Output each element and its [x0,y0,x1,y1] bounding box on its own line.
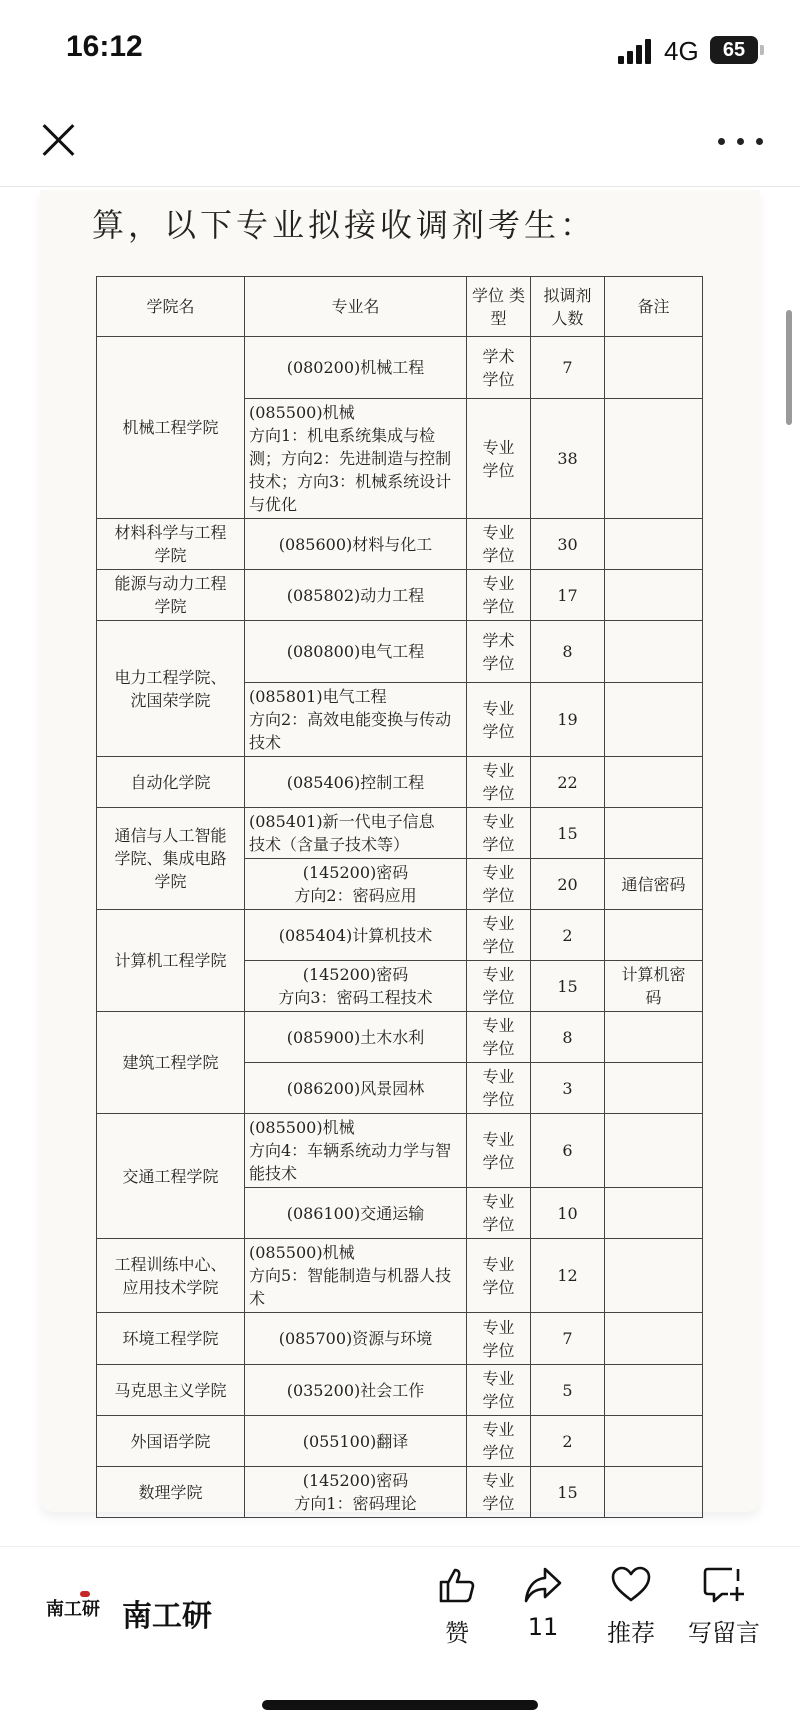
close-icon[interactable] [40,122,76,158]
table-row [97,1114,703,1188]
table-row [97,519,703,570]
table-row [97,1239,703,1313]
table-row [97,808,703,859]
cell-degree-type: 学术 学位 [467,337,531,399]
cell-degree-type: 专业 学位 [467,570,531,621]
cell-major: (145200)密码 方向3：密码工程技术 [245,961,467,1012]
cell-major: (085900)土木水利 [245,1012,467,1063]
cell-degree-type: 专业 学位 [467,1114,531,1188]
cell-note [605,570,703,621]
cell-note [605,910,703,961]
article-image [40,190,760,1512]
cell-count: 19 [531,683,605,757]
cell-college: 电力工程学院、 沈国荣学院 [97,621,245,757]
cell-college: 材料科学与工程 学院 [97,519,245,570]
cell-major: (145200)密码 方向1：密码理论 [245,1467,467,1518]
article-intro-text: 算，以下专业拟接收调剂考生： [92,206,597,244]
cell-count: 30 [531,519,605,570]
cell-college: 建筑工程学院 [97,1012,245,1114]
table-row [97,910,703,961]
cell-degree-type: 专业 学位 [467,1239,531,1313]
cell-count: 8 [531,621,605,683]
cell-college: 能源与动力工程 学院 [97,570,245,621]
cell-major: (085600)材料与化工 [245,519,467,570]
cell-college: 环境工程学院 [97,1313,245,1365]
table-row [97,1012,703,1063]
share-arrow-icon [523,1565,563,1605]
cell-degree-type: 专业 学位 [467,808,531,859]
cell-major: (085801)电气工程 方向2：高效电能变换与传动技术 [245,683,467,757]
cell-note [605,1467,703,1518]
status-time: 16:12 [66,30,143,63]
scrollbar[interactable] [786,310,792,425]
cell-note [605,1012,703,1063]
battery-icon: 65 [710,36,758,64]
cell-college: 机械工程学院 [97,337,245,519]
cell-college: 外国语学院 [97,1416,245,1467]
cell-count: 17 [531,570,605,621]
table-row [97,1467,703,1518]
cell-count: 2 [531,910,605,961]
header-major: 专业名 [245,277,467,337]
cell-college: 数理学院 [97,1467,245,1518]
cell-college: 工程训练中心、 应用技术学院 [97,1239,245,1313]
cell-count: 20 [531,859,605,910]
logo-mark [80,1591,90,1597]
header-college: 学院名 [97,277,245,337]
cell-count: 7 [531,1313,605,1365]
header-count: 拟调剂 人数 [531,277,605,337]
cell-major: (085500)机械 方向1：机电系统集成与检测；方向2：先进制造与控制技术；方向3：机械系统设计与优化 [245,399,467,519]
cell-degree-type: 专业 学位 [467,1063,531,1114]
cell-major: (080200)机械工程 [245,337,467,399]
table-row [97,1313,703,1365]
cell-major: (035200)社会工作 [245,1365,467,1416]
cell-note [605,808,703,859]
status-bar [0,0,800,100]
header-note: 备注 [605,277,703,337]
cell-count: 12 [531,1239,605,1313]
cell-degree-type: 专业 学位 [467,859,531,910]
cell-major: (085401)新一代电子信息 技术（含量子技术等） [245,808,467,859]
cell-degree-type: 专业 学位 [467,757,531,808]
cell-college: 交通工程学院 [97,1114,245,1239]
cell-count: 3 [531,1063,605,1114]
cell-note [605,337,703,399]
cell-note [605,683,703,757]
cell-degree-type: 专业 学位 [467,1188,531,1239]
cell-note [605,1188,703,1239]
header-degree-type: 学位 类型 [467,277,531,337]
cell-college: 通信与人工智能 学院、集成电路 学院 [97,808,245,910]
table-row [97,337,703,399]
cell-note [605,1416,703,1467]
cell-count: 10 [531,1188,605,1239]
cell-note [605,1313,703,1365]
signal-icon [618,38,654,64]
cell-count: 38 [531,399,605,519]
like-button[interactable] [415,1565,499,1648]
cell-degree-type: 学术 学位 [467,621,531,683]
cell-degree-type: 专业 学位 [467,961,531,1012]
cell-count: 8 [531,1012,605,1063]
like-label: 赞 [445,1619,469,1647]
cell-degree-type: 专业 学位 [467,1467,531,1518]
cell-count: 6 [531,1114,605,1188]
cell-note [605,399,703,519]
share-button[interactable] [501,1565,585,1641]
more-options-icon[interactable] [718,136,764,148]
cell-degree-type: 专业 学位 [467,1012,531,1063]
cell-degree-type: 专业 学位 [467,910,531,961]
cell-note: 通信密码 [605,859,703,910]
cell-major: (085406)控制工程 [245,757,467,808]
account-logo[interactable]: 南工研 [46,1595,102,1621]
comment-button[interactable] [678,1565,770,1648]
share-count: 11 [527,1613,559,1641]
account-name[interactable]: 南工研 [122,1599,212,1634]
cell-major: (055100)翻译 [245,1416,467,1467]
cell-degree-type: 专业 学位 [467,519,531,570]
cell-degree-type: 专业 学位 [467,399,531,519]
cell-major: (145200)密码 方向2：密码应用 [245,859,467,910]
recommend-button[interactable] [589,1565,673,1648]
top-nav-bar [0,100,800,187]
table-row [97,1365,703,1416]
cell-major: (085700)资源与环境 [245,1313,467,1365]
cell-count: 5 [531,1365,605,1416]
cell-major: (085802)动力工程 [245,570,467,621]
heart-icon [611,1565,651,1605]
cell-major: (086200)风景园林 [245,1063,467,1114]
cell-note [605,1114,703,1188]
cell-count: 15 [531,808,605,859]
cell-note [605,757,703,808]
cell-degree-type: 专业 学位 [467,1365,531,1416]
cell-count: 7 [531,337,605,399]
cell-degree-type: 专业 学位 [467,1313,531,1365]
cell-college: 马克思主义学院 [97,1365,245,1416]
table-header-row [97,277,703,337]
table-row [97,621,703,683]
cell-major: (080800)电气工程 [245,621,467,683]
cell-note: 计算机密 码 [605,961,703,1012]
cell-note [605,621,703,683]
cell-note [605,519,703,570]
cell-college: 计算机工程学院 [97,910,245,1012]
home-indicator[interactable] [262,1700,538,1710]
table-row [97,757,703,808]
cell-count: 15 [531,1467,605,1518]
table-row [97,1416,703,1467]
adjustment-table [96,276,703,1518]
cell-count: 22 [531,757,605,808]
cell-note [605,1063,703,1114]
recommend-label: 推荐 [607,1619,655,1647]
comment-label: 写留言 [688,1619,760,1647]
cell-major: (086100)交通运输 [245,1188,467,1239]
table-row [97,570,703,621]
comment-add-icon [702,1565,746,1605]
thumbs-up-icon [437,1565,477,1605]
cell-count: 2 [531,1416,605,1467]
cell-major: (085404)计算机技术 [245,910,467,961]
cell-count: 15 [531,961,605,1012]
cell-degree-type: 专业 学位 [467,1416,531,1467]
network-type: 4G [664,36,699,66]
cell-degree-type: 专业 学位 [467,683,531,757]
cell-note [605,1239,703,1313]
cell-college: 自动化学院 [97,757,245,808]
cell-major: (085500)机械 方向4：车辆系统动力学与智能技术 [245,1114,467,1188]
cell-note [605,1365,703,1416]
cell-major: (085500)机械 方向5：智能制造与机器人技术 [245,1239,467,1313]
